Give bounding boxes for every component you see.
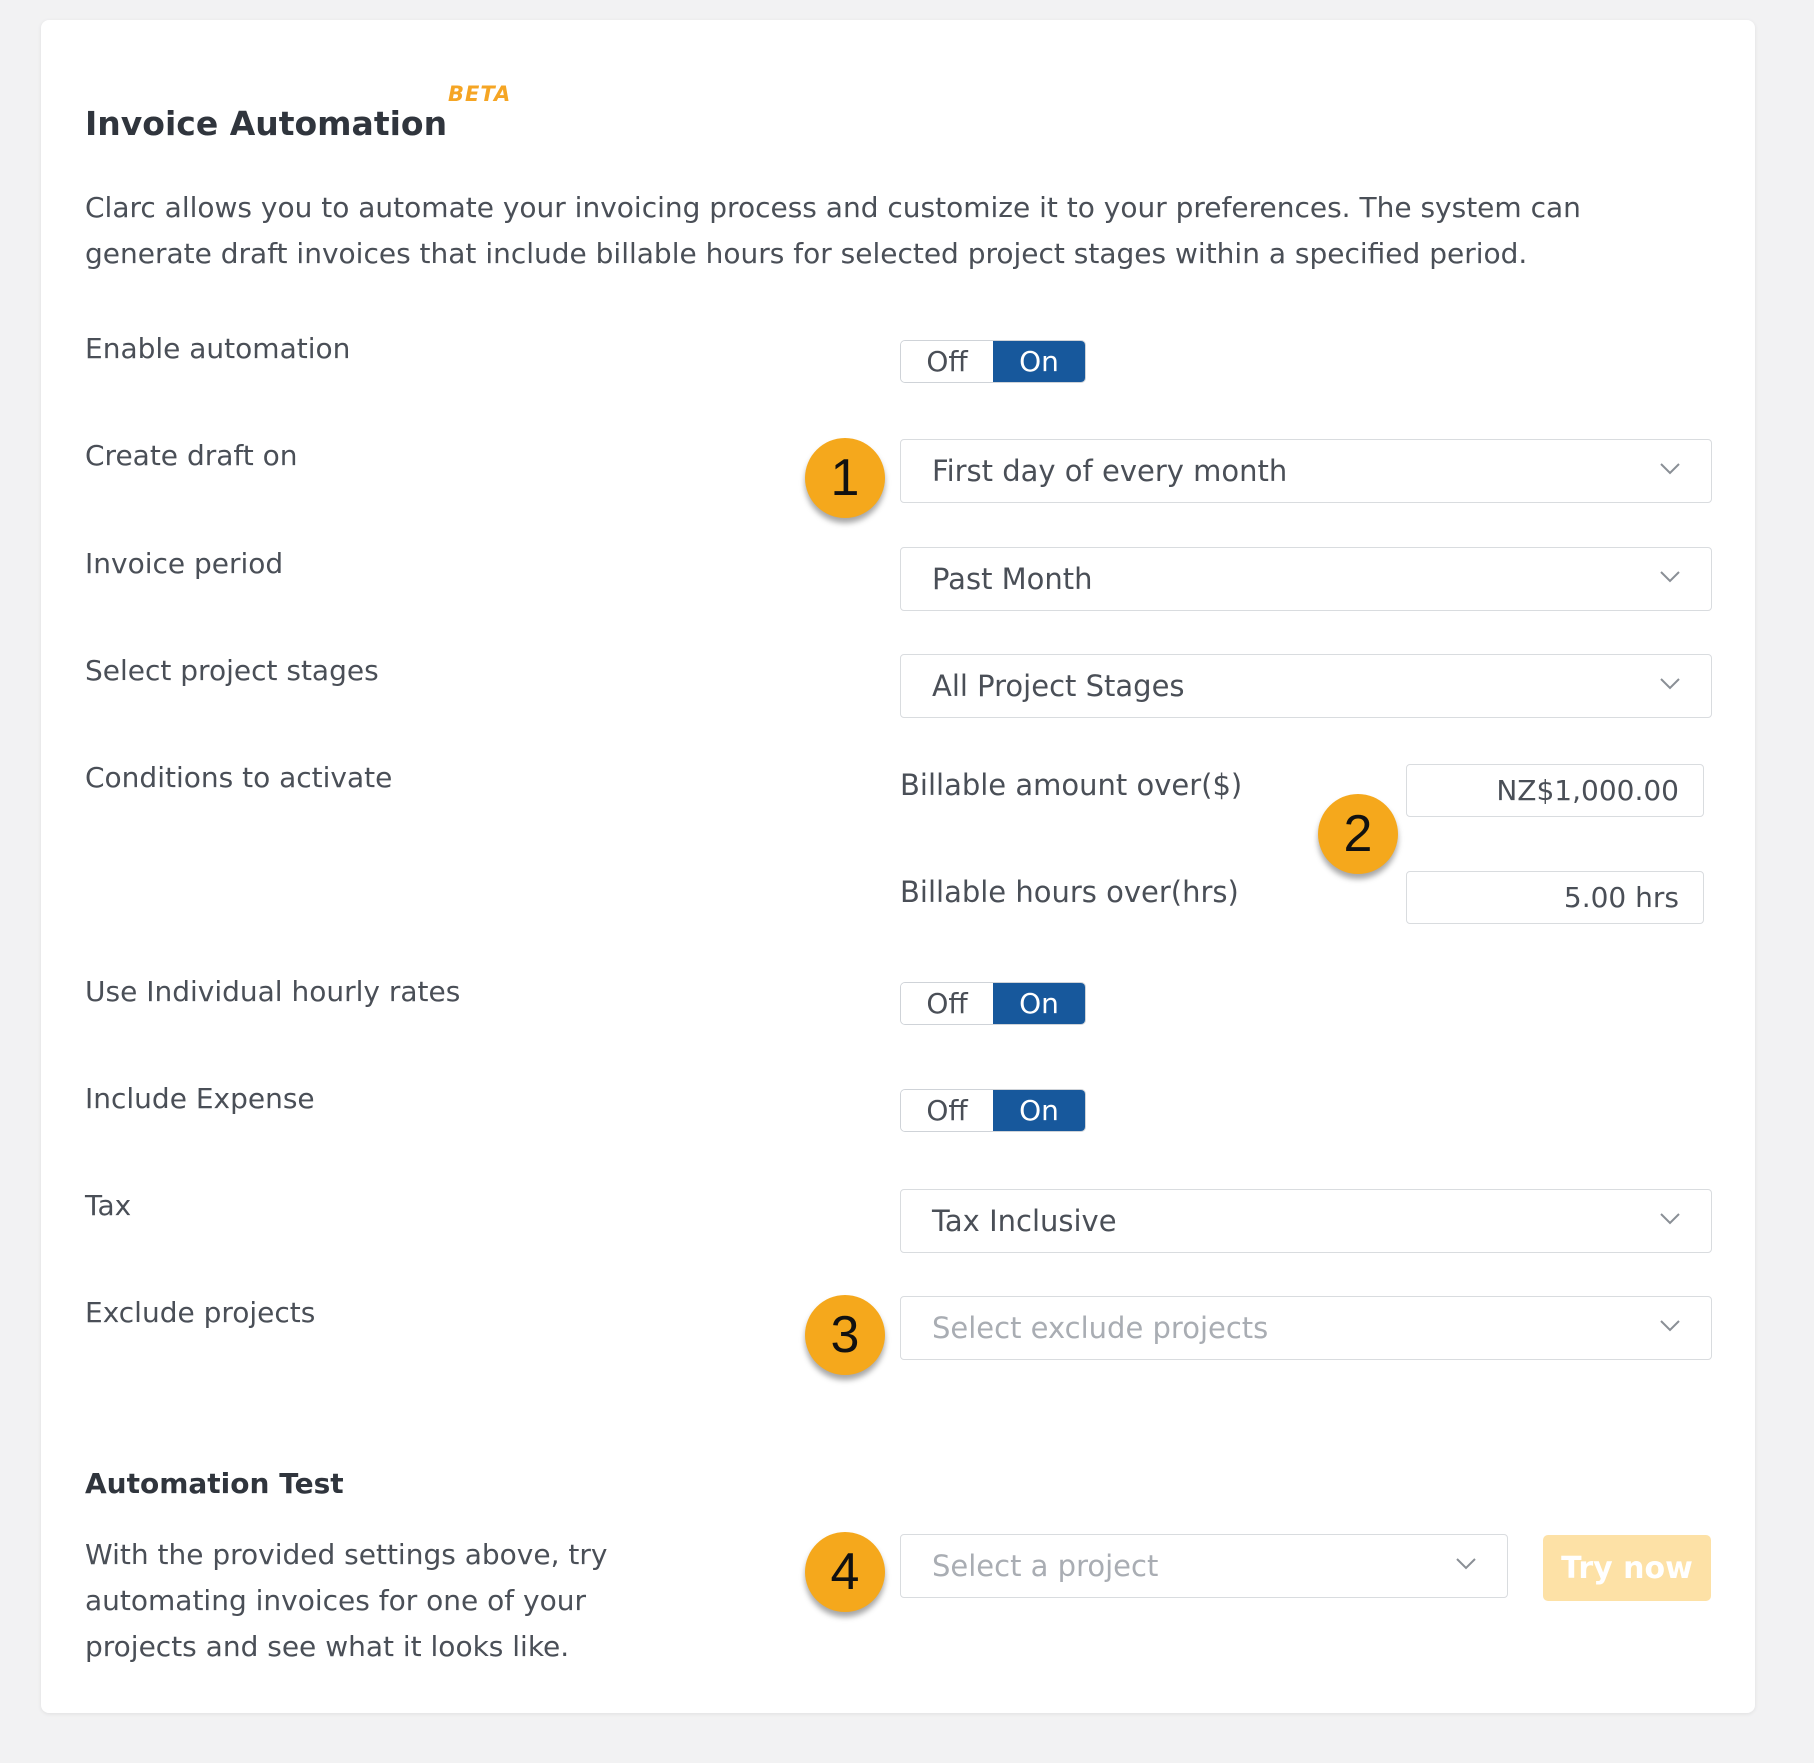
automation-test-line: projects and see what it looks like.	[85, 1630, 570, 1663]
callout-badge-4: 4	[805, 1532, 885, 1612]
billable-hours-input[interactable]: 5.00 hrs	[1406, 871, 1704, 924]
individual-rates-label: Use Individual hourly rates	[85, 975, 461, 1008]
test-project-select[interactable]	[900, 1534, 1508, 1598]
enable-automation-label: Enable automation	[85, 332, 351, 365]
chevron-down-icon	[1659, 677, 1681, 691]
toggle-off-option[interactable]: Off	[901, 983, 993, 1024]
callout-badge-3: 3	[805, 1295, 885, 1375]
include-expense-label: Include Expense	[85, 1082, 315, 1115]
tax-select[interactable]	[900, 1189, 1712, 1253]
create-draft-select[interactable]	[900, 439, 1712, 503]
chevron-down-icon	[1659, 1319, 1681, 1333]
project-stages-value: All Project Stages	[932, 669, 1185, 703]
exclude-projects-label: Exclude projects	[85, 1296, 316, 1329]
try-now-button[interactable]: Try now	[1543, 1535, 1711, 1601]
exclude-projects-select[interactable]	[900, 1296, 1712, 1360]
automation-test-description	[85, 1532, 645, 1670]
description-line: generate draft invoices that include billable hours for selected project stages within a specified period.	[85, 237, 1528, 270]
individual-rates-toggle[interactable]	[900, 982, 1086, 1025]
chevron-down-icon	[1455, 1557, 1477, 1571]
invoice-period-label: Invoice period	[85, 547, 284, 580]
toggle-on-option[interactable]: On	[993, 1090, 1085, 1131]
chevron-down-icon	[1659, 462, 1681, 476]
callout-badge-2: 2	[1318, 794, 1398, 874]
toggle-on-option[interactable]: On	[993, 341, 1085, 382]
invoice-automation-card	[41, 20, 1755, 1713]
beta-badge: BETA	[448, 82, 512, 106]
automation-test-line: With the provided settings above, try	[85, 1538, 608, 1571]
exclude-projects-placeholder: Select exclude projects	[932, 1311, 1269, 1345]
project-stages-label: Select project stages	[85, 654, 379, 687]
project-stages-select[interactable]	[900, 654, 1712, 718]
tax-value: Tax Inclusive	[932, 1204, 1117, 1238]
description	[85, 185, 1735, 277]
include-expense-toggle[interactable]	[900, 1089, 1086, 1132]
conditions-label: Conditions to activate	[85, 761, 393, 794]
toggle-off-option[interactable]: Off	[901, 341, 993, 382]
test-project-placeholder: Select a project	[932, 1549, 1159, 1583]
description-line: Clarc allows you to automate your invoicing process and customize it to your preferences. The system can	[85, 191, 1581, 224]
automation-test-title: Automation Test	[85, 1467, 344, 1500]
page-title: Invoice Automation	[85, 104, 448, 143]
chevron-down-icon	[1659, 570, 1681, 584]
create-draft-value: First day of every month	[932, 454, 1288, 488]
chevron-down-icon	[1659, 1212, 1681, 1226]
automation-test-line: automating invoices for one of your	[85, 1584, 586, 1617]
invoice-period-select[interactable]	[900, 547, 1712, 611]
billable-amount-label: Billable amount over($)	[900, 768, 1243, 802]
create-draft-label: Create draft on	[85, 439, 298, 472]
enable-automation-toggle[interactable]	[900, 340, 1086, 383]
toggle-on-option[interactable]: On	[993, 983, 1085, 1024]
invoice-period-value: Past Month	[932, 562, 1093, 596]
toggle-off-option[interactable]: Off	[901, 1090, 993, 1131]
callout-badge-1: 1	[805, 438, 885, 518]
tax-label: Tax	[85, 1189, 132, 1222]
billable-hours-label: Billable hours over(hrs)	[900, 875, 1239, 909]
billable-amount-input[interactable]: NZ$1,000.00	[1406, 764, 1704, 817]
